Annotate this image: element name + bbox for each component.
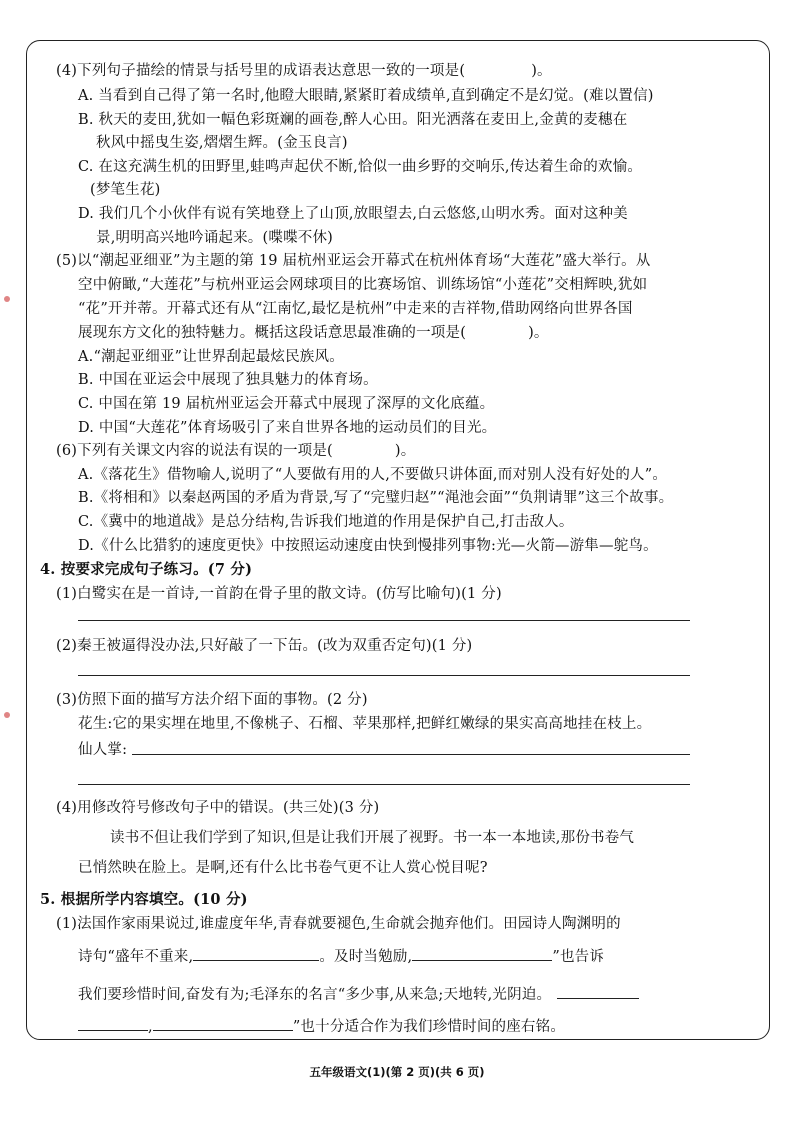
- answer-line-3b[interactable]: [78, 784, 690, 785]
- q4-option-d-cont: 景,明明高兴地吟诵起来。(喋喋不休): [96, 230, 334, 246]
- s4-item-3-example: 花生:它的果实埋在地里,不像桃子、石榴、苹果那样,把鲜红嫩绿的果实高高地挂在枝上。: [78, 716, 652, 732]
- q6-option-d: D.《什么比猎豹的速度更快》中按照运动速度由快到慢排列事物:光—火箭—游隼—鸵鸟。: [78, 538, 658, 554]
- q6-option-c: C.《冀中的地道战》是总分结构,告诉我们地道的作用是保护自己,打击敌人。: [78, 514, 574, 530]
- answer-line-2[interactable]: [78, 675, 690, 676]
- s5-line1: (1)法国作家雨果说过,谁虚度年华,青春就要褪色,生命就会抛弃他们。田园诗人陶渊明的: [56, 916, 621, 932]
- s5-line4: , ”也十分适合作为我们珍惜时间的座右铭。: [78, 1016, 565, 1037]
- s5-line3: 我们要珍惜时间,奋发有为;毛泽东的名言“多少事,从来急;天地转,光阴迫。: [78, 984, 639, 1005]
- q5-stem-line1: (5)以“潮起亚细亚”为主题的第 19 届杭州亚运会开幕式在杭州体育场“大莲花”盛大举行。从: [56, 253, 651, 269]
- margin-mark: [4, 712, 10, 718]
- q4-option-b-cont: 秋风中摇曳生姿,熠熠生辉。(金玉良言): [96, 135, 348, 151]
- s4-item-2: (2)秦王被逼得没办法,只好敲了一下缶。(改为双重否定句)(1 分): [56, 638, 473, 654]
- section-4-title: 4. 按要求完成句子练习。(7 分): [40, 561, 253, 578]
- blank-5[interactable]: [153, 1016, 293, 1031]
- q5-stem-line4: 展现东方文化的独特魅力。概括这段话意思最准确的一项是( )。: [78, 325, 549, 341]
- q6-option-a: A.《落花生》借物喻人,说明了“人要做有用的人,不要做只讲体面,而对别人没有好处的人”。: [78, 467, 668, 483]
- page-footer: 五年级语文(1)(第 2 页)(共 6 页): [309, 1065, 485, 1079]
- q4-option-b: B. 秋天的麦田,犹如一幅色彩斑斓的画卷,醉人心田。阳光洒落在麦田上,金黄的麦穗在: [78, 112, 628, 128]
- q6-stem: (6)下列有关课文内容的说法有误的一项是( )。: [56, 443, 416, 459]
- section-5-title: 5. 根据所学内容填空。(10 分): [40, 891, 248, 908]
- blank-4[interactable]: [78, 1016, 148, 1031]
- q5-stem-line2: 空中俯瞰,“大莲花”与杭州亚运会网球项目的比赛场馆、训练场馆“小莲花”交相辉映,犹如: [78, 277, 648, 293]
- s4-item-3-label: 仙人掌:: [78, 742, 128, 758]
- answer-line-1[interactable]: [78, 620, 690, 621]
- q4-option-c-cont: (梦笔生花): [90, 182, 161, 198]
- margin-mark: [4, 296, 10, 302]
- q5-option-c: C. 中国在第 19 届杭州亚运会开幕式中展现了深厚的文化底蕴。: [78, 396, 495, 412]
- q5-option-d: D. 中国“大莲花”体育场吸引了来自世界各地的运动员们的目光。: [78, 420, 497, 436]
- s4-item-4: (4)用修改符号修改句子中的错误。(共三处)(3 分): [56, 800, 380, 816]
- s5-line2: 诗句“盛年不重来, 。及时当勉励, ”也告诉: [78, 946, 604, 967]
- s4-item-4-text2: 已悄然映在脸上。是啊,还有什么比书卷气更不让人赏心悦目呢?: [78, 860, 488, 876]
- answer-line-3a[interactable]: [132, 754, 690, 755]
- q6-option-b: B.《将相和》以秦赵两国的矛盾为背景,写了“完璧归赵”“渑池会面”“负荆请罪”这三个故事。: [78, 490, 674, 506]
- s4-item-1: (1)白鹭实在是一首诗,一首韵在骨子里的散文诗。(仿写比喻句)(1 分): [56, 586, 502, 602]
- q5-option-a: A.“潮起亚细亚”让世界刮起最炫民族风。: [78, 349, 344, 365]
- q4-option-a: A. 当看到自己得了第一名时,他瞪大眼睛,紧紧盯着成绩单,直到确定不是幻觉。(难以置信): [78, 88, 654, 104]
- blank-1[interactable]: [193, 946, 319, 961]
- blank-3[interactable]: [557, 984, 639, 999]
- q4-option-d: D. 我们几个小伙伴有说有笑地登上了山顶,放眼望去,白云悠悠,山明水秀。面对这种美: [78, 206, 628, 222]
- q5-option-b: B. 中国在亚运会中展现了独具魅力的体育场。: [78, 372, 378, 388]
- blank-2[interactable]: [412, 946, 552, 961]
- q5-stem-line3: “花”开并蒂。开幕式还有从“江南忆,最忆是杭州”中走来的吉祥物,借助网络向世界各国: [78, 301, 633, 317]
- s4-item-4-text1: 读书不但让我们学到了知识,但是让我们开展了视野。书一本一本地读,那份书卷气: [110, 830, 635, 846]
- q4-stem: (4)下列句子描绘的情景与括号里的成语表达意思一致的一项是( )。: [56, 63, 552, 79]
- q4-option-c: C. 在这充满生机的田野里,蛙鸣声起伏不断,恰似一曲乡野的交响乐,传达着生命的欢愉。: [78, 159, 643, 175]
- s4-item-3: (3)仿照下面的描写方法介绍下面的事物。(2 分): [56, 692, 368, 708]
